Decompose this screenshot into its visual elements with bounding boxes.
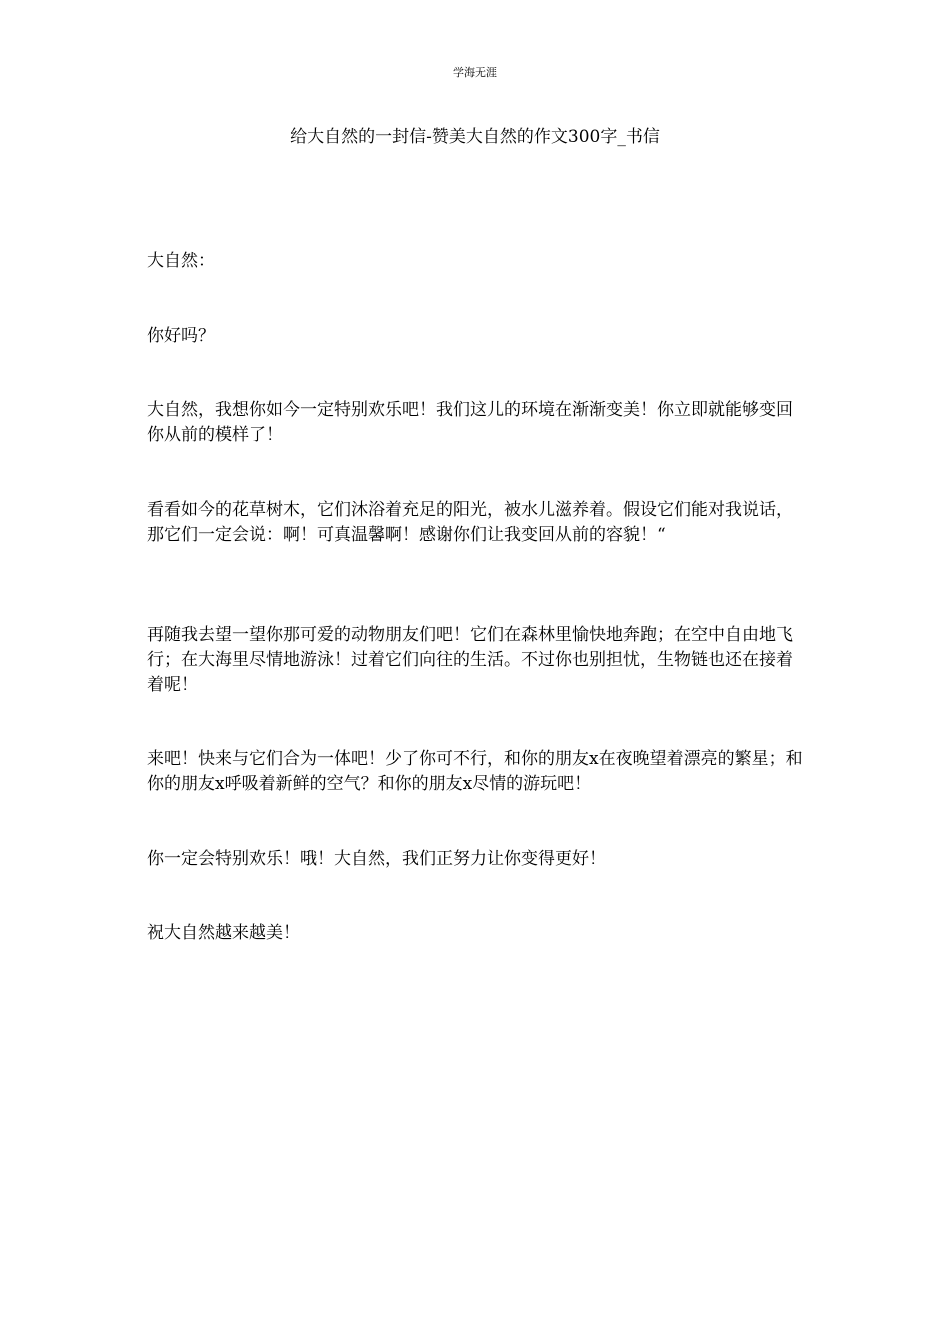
letter-paragraph-4: 来吧！快来与它们合为一体吧！少了你可不行，和你的朋友x在夜晚望着漂亮的繁星；和你的朋友x呼吸着新鲜的空气？和你的朋友x尽情的游玩吧！ [147, 749, 803, 794]
letter-paragraph-5: 你一定会特别欢乐！哦！大自然，我们正努力让你变得更好！ [147, 849, 606, 869]
letter-paragraph-2: 看看如今的花草树木，它们沐浴着充足的阳光，被水儿滋养着。假设它们能对我说话，那它们一定会说：啊！可真温馨啊！感谢你们让我变回从前的容貌！“ [147, 500, 793, 545]
letter-paragraph-3: 再随我去望一望你那可爱的动物朋友们吧！它们在森林里愉快地奔跑；在空中自由地飞行；在大海里尽情地游泳！过着它们向往的生活。不过你也别担忧，生物链也还在接着着呢！ [147, 625, 793, 695]
letter-salutation: 大自然： [147, 251, 215, 271]
document-title: 给大自然的一封信-赞美大自然的作文300字_书信 [290, 127, 660, 147]
letter-paragraph-1: 大自然，我想你如今一定特别欢乐吧！我们这儿的环境在渐渐变美！你立即就能够变回你从前的模样了！ [147, 400, 793, 445]
letter-greeting: 你好吗？ [147, 326, 215, 346]
letter-closing: 祝大自然越来越美！ [147, 923, 300, 943]
page-header: 学海无涯 [453, 66, 497, 79]
